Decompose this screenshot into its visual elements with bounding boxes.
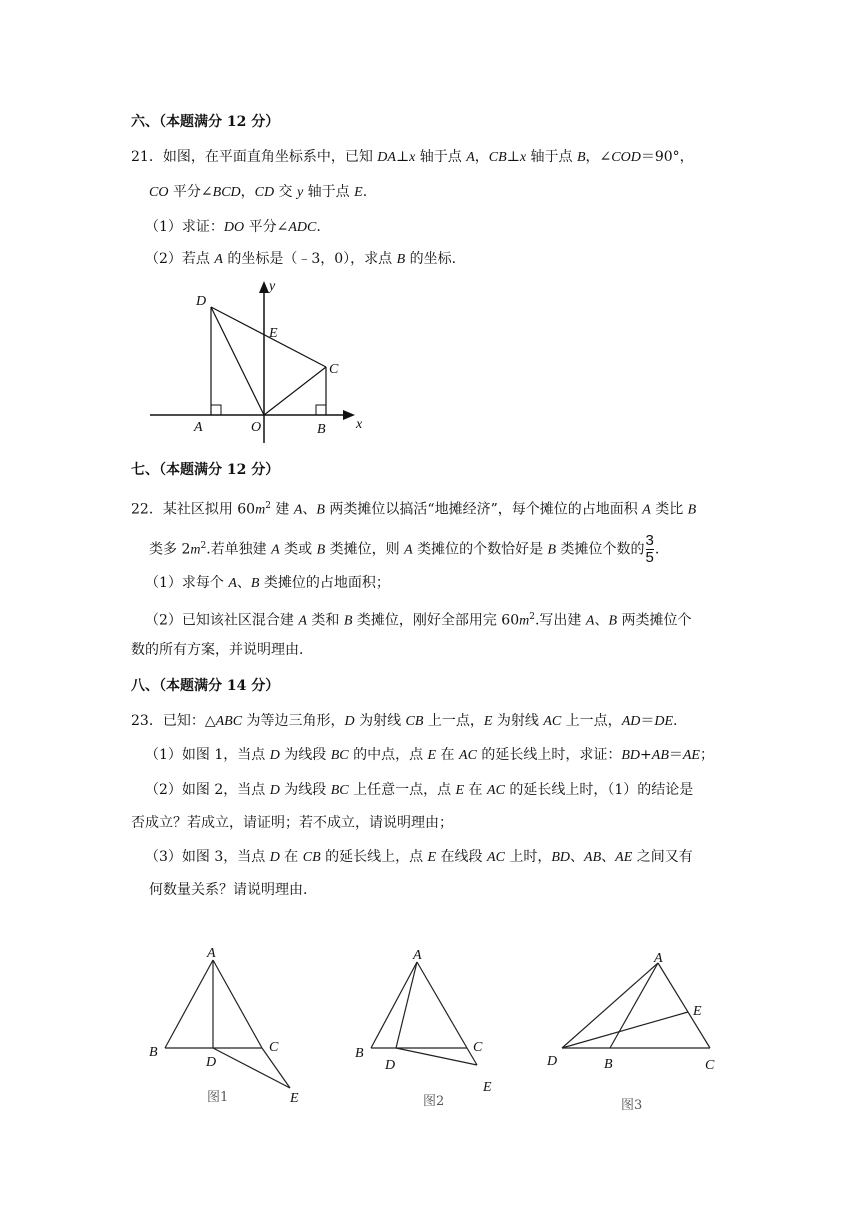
text: 类摊位的个数恰好是 (412, 541, 548, 558)
label-d: D (385, 1058, 396, 1073)
math: B (250, 576, 260, 591)
segment-co (264, 367, 326, 415)
segment-ac (417, 962, 467, 1048)
text: 22．某社区拟用 60 (131, 501, 256, 518)
label-e: E (269, 326, 278, 341)
text: . (316, 219, 321, 235)
text: 上一点， (561, 713, 622, 729)
text: （2）已知该社区混合建 (145, 612, 299, 629)
q23-figure-1 (140, 940, 315, 1110)
label-b: B (317, 422, 326, 437)
q22-part-2 (145, 608, 691, 631)
math: A (585, 613, 595, 629)
text: 21．如图，在平面直角坐标系中，已知 (131, 149, 378, 165)
math: BD (551, 850, 571, 865)
q21-part-1 (145, 218, 321, 237)
right-angle-b (316, 405, 326, 415)
label-a: A (207, 946, 216, 961)
text: 、 (302, 501, 317, 518)
q21-line-1 (131, 148, 694, 167)
math: BC (330, 783, 349, 798)
figure-1-caption: 图1 (207, 1090, 229, 1105)
text: 平分∠ (168, 184, 213, 200)
text: . (362, 184, 368, 200)
math: BCD (212, 185, 241, 200)
text: ， (240, 184, 255, 200)
math: DE (654, 714, 674, 729)
math: BD (621, 748, 641, 763)
x-axis-arrow (343, 410, 355, 420)
math: AE (682, 748, 700, 763)
superscript: 2 (200, 540, 207, 551)
text: 为线段 (279, 782, 331, 798)
q21-line-2 (149, 183, 367, 202)
text: 类多 2 (149, 541, 191, 558)
text: （1）求每个 (145, 575, 229, 591)
math: A (404, 542, 413, 558)
text: 的延长线上，点 (320, 849, 428, 865)
math: AB (651, 748, 669, 763)
text: 两类摊位以搞活“地摊经济”，每个摊位的占地面积 (324, 501, 643, 518)
math: A (466, 150, 475, 165)
label-a: A (194, 420, 203, 435)
right-angle-a (211, 405, 221, 415)
text: 平分∠ (244, 219, 289, 235)
math: AB (584, 850, 602, 865)
math: CB (302, 850, 321, 865)
q23-line-1 (131, 712, 677, 731)
text: 轴于点 (526, 149, 577, 165)
math: B (687, 502, 697, 518)
text: 类比 (650, 501, 688, 518)
text: 的延长线上时，（1）的结论是 (504, 782, 694, 798)
text: 上时， (504, 849, 552, 865)
text: ，∠ (585, 149, 612, 165)
segment-de (396, 1048, 477, 1065)
text: 、 (594, 612, 609, 629)
section-6-heading: 六、（本题满分 12 分） (131, 114, 280, 130)
math: DO (223, 220, 245, 235)
math: B (608, 613, 617, 629)
math: E (483, 714, 493, 729)
y-axis-arrow (259, 281, 269, 293)
math: A (228, 576, 237, 591)
text: .若单独建 (206, 541, 272, 558)
label-o: O (251, 420, 262, 435)
math: AC (543, 714, 562, 729)
math: B (547, 542, 557, 558)
figure-3-caption: 图3 (621, 1098, 643, 1113)
text: 上一点， (423, 713, 484, 729)
q23-part-3 (145, 848, 693, 867)
segment-de (562, 1012, 688, 1048)
text: 类摊位，刚好全部用完 60 (352, 612, 520, 629)
label-b: B (355, 1046, 364, 1061)
text: ⊥ (506, 149, 520, 165)
math: m (190, 542, 201, 558)
math: A (642, 502, 651, 518)
math: ABC (215, 714, 243, 729)
math: A (214, 252, 223, 267)
q22-line-2 (149, 534, 659, 565)
fraction-denominator: 5 (645, 549, 654, 566)
text: 的中点，点 (348, 747, 428, 763)
text: （1）求证： (145, 219, 224, 235)
segment-ac (658, 963, 710, 1048)
text: （1）如图 1，当点 (145, 747, 270, 763)
fraction-three-fifths (646, 534, 654, 565)
math: B (316, 502, 325, 518)
text: ， (474, 149, 489, 165)
segment-ab (371, 962, 417, 1048)
text: ＝90°， (640, 149, 694, 165)
text: 类摊位，则 (325, 541, 405, 558)
text: 、 (236, 575, 251, 591)
math: B (316, 542, 326, 558)
text: 建 (270, 501, 294, 518)
label-c: C (269, 1040, 279, 1055)
math: m (255, 502, 266, 518)
text: （2）若点 (145, 251, 215, 267)
text: 轴于点 (303, 184, 355, 200)
text: 的坐标是（﹣3，0），求点 (222, 251, 397, 267)
math: A (293, 502, 303, 518)
math: CD (254, 185, 275, 200)
math: E (455, 783, 465, 798)
section-8-heading: 八、（本题满分 14 分） (131, 678, 280, 694)
q23-part-3-cont: 何数量关系？请说明理由. (149, 882, 308, 898)
text: 在 (464, 782, 488, 798)
label-d: D (196, 294, 207, 309)
math: AE (615, 850, 633, 865)
q23-figure-2 (350, 940, 510, 1110)
math: D (269, 783, 280, 798)
text: + (640, 747, 652, 763)
label-e: E (693, 1004, 702, 1019)
label-c: C (705, 1058, 715, 1073)
math: D (344, 714, 355, 729)
text: 23．已知：△ (131, 713, 216, 729)
q23-part-2-cont: 否成立？若成立，请证明；若不成立，请说明理由； (131, 815, 453, 831)
math: x (519, 150, 527, 165)
text: 两类摊位个 (617, 612, 692, 629)
math: E (354, 185, 363, 200)
math: D (269, 850, 280, 865)
text: 类摊位个数的 (556, 541, 645, 558)
text: 交 (274, 184, 297, 200)
label-a: A (413, 948, 422, 963)
text: 、 (570, 849, 585, 865)
math: CO (149, 185, 169, 200)
math: AC (459, 748, 477, 763)
math: B (396, 252, 406, 267)
q22-part-2-cont: 数的所有方案，并说明理由. (131, 642, 304, 658)
text: 之间又有 (632, 849, 693, 865)
math: DA (377, 150, 396, 165)
q22-part-1 (145, 574, 390, 593)
text: 的坐标. (405, 251, 457, 267)
label-c: C (473, 1040, 483, 1055)
text: 的延长线上时，求证： (476, 747, 622, 763)
segment-ab (610, 963, 658, 1048)
q23-figure-3 (540, 945, 730, 1120)
math: A (271, 542, 280, 558)
text: ＝ (640, 713, 655, 729)
q23-part-1 (145, 746, 714, 765)
fraction-numerator: 3 (645, 532, 654, 549)
section-7-heading: 七、（本题满分 12 分） (131, 462, 280, 478)
text: 类或 (279, 541, 317, 558)
superscript: 2 (529, 612, 535, 622)
text: . (654, 541, 660, 558)
math: ADC (288, 220, 317, 235)
text: 类摊位的占地面积； (259, 575, 390, 591)
label-b: B (604, 1057, 613, 1072)
math: AD (621, 714, 641, 729)
math: COD (611, 150, 641, 165)
q21-part-2 (145, 250, 456, 269)
text: （3）如图 3，当点 (145, 849, 270, 865)
math: E (427, 850, 437, 865)
text: 为射线 (492, 713, 544, 729)
segment-ab (165, 960, 213, 1048)
text: 轴于点 (415, 149, 467, 165)
figure-2-caption: 图2 (423, 1094, 445, 1109)
text: ； (699, 747, 714, 763)
math: D (269, 748, 280, 763)
math: B (576, 150, 586, 165)
text: 为等边三角形， (242, 713, 345, 729)
q21-coordinate-figure (145, 275, 375, 445)
math: AC (487, 850, 505, 865)
math: y (297, 185, 304, 200)
text: 类和 (306, 612, 344, 629)
label-e: E (483, 1080, 492, 1095)
math: m (519, 613, 530, 629)
math: CB (405, 714, 424, 729)
text: ＝ (668, 747, 683, 763)
math: AC (487, 783, 505, 798)
label-d: D (547, 1054, 558, 1069)
math: x (409, 150, 416, 165)
segment-da (562, 963, 658, 1048)
text: ⊥ (395, 149, 410, 165)
math: BC (330, 748, 349, 763)
q23-part-2 (145, 781, 693, 800)
text: 为线段 (279, 747, 331, 763)
segment-ac (213, 960, 262, 1048)
text: 为射线 (354, 713, 406, 729)
q22-line-1 (131, 497, 696, 520)
label-y: y (269, 279, 276, 294)
text: 在 (436, 747, 460, 763)
math: B (343, 613, 353, 629)
segment-de (213, 1048, 290, 1088)
label-c: C (329, 362, 339, 377)
text: 上任意一点，点 (348, 782, 456, 798)
text: 在线段 (436, 849, 488, 865)
label-a: A (654, 951, 663, 966)
text: .写出建 (534, 612, 586, 629)
text: （2）如图 2，当点 (145, 782, 270, 798)
label-b: B (149, 1045, 158, 1060)
math: CB (488, 150, 507, 165)
label-d: D (206, 1055, 217, 1070)
text: . (673, 713, 678, 729)
text: 、 (601, 849, 616, 865)
math: E (427, 748, 437, 763)
segment-do (211, 307, 264, 415)
label-x: x (356, 417, 363, 432)
segment-ad (396, 962, 417, 1048)
label-e: E (290, 1091, 299, 1106)
text: 在 (279, 849, 303, 865)
math: A (298, 613, 307, 629)
superscript: 2 (265, 501, 271, 511)
